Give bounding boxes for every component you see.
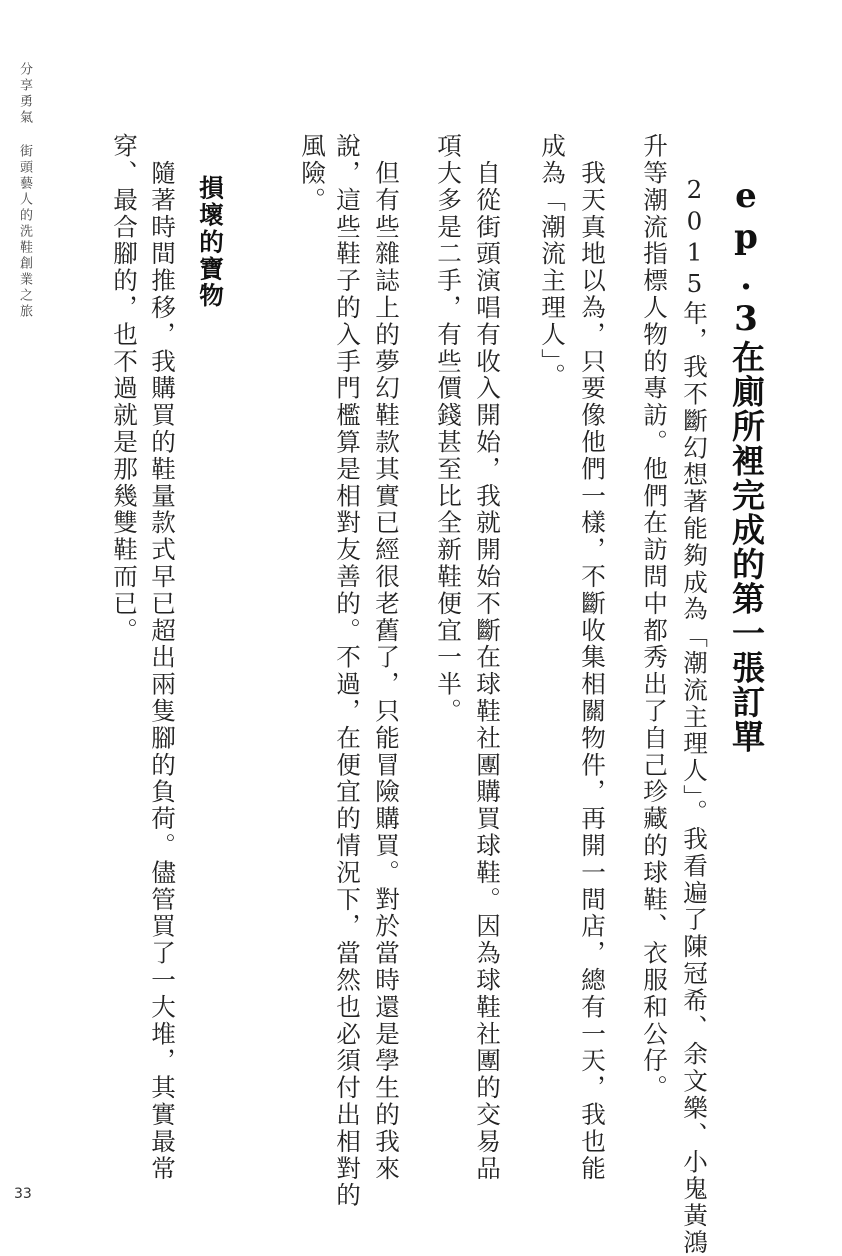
body-column-9: 風險。 bbox=[298, 133, 327, 214]
chapter-label: ep.3 bbox=[726, 176, 766, 340]
subheading: 損壞的寶物 bbox=[196, 175, 225, 310]
chapter-title bbox=[718, 176, 774, 754]
body-column-10: 隨著時間推移，我購買的鞋量款式早已超出兩隻腳的負荷。儘管買了一大堆，其實最常 bbox=[148, 133, 177, 1183]
running-head: 分享勇氣 街頭藝人的洗鞋創業之旅 bbox=[17, 62, 32, 320]
body-column-6: 項大多是二手，有些價錢甚至比全新鞋便宜一半。 bbox=[434, 133, 463, 725]
page-number: 33 bbox=[14, 1186, 32, 1202]
chapter-title-text: 在廁所裡完成的第一張訂單 bbox=[727, 340, 766, 754]
body-column-11: 穿、最合腳的，也不過就是那幾雙鞋而已。 bbox=[110, 133, 139, 645]
body-column-8: 說，這些鞋子的入手門檻算是相對友善的。不過，在便宜的情況下，當然也必須付出相對的 bbox=[333, 133, 362, 1209]
body-column-4: 成為「潮流主理人」。 bbox=[538, 133, 567, 390]
body-column-7: 但有些雜誌上的夢幻鞋款其實已經很老舊了，只能冒險購買。對於當時還是學生的我來 bbox=[372, 133, 401, 1183]
body-column-5: 自從街頭演唱有收入開始，我就開始不斷在球鞋社團購買球鞋。因為球鞋社團的交易品 bbox=[473, 133, 502, 1183]
body-column-2: 升等潮流指標人物的專訪。他們在訪問中都秀出了自己珍藏的球鞋、衣服和公仔。 bbox=[640, 133, 669, 1102]
body-column-1: 2015年，我不斷幻想著能夠成為「潮流主理人」。我看遍了陳冠希、余文樂、小鬼黃鴻 bbox=[680, 175, 709, 1256]
body-column-3: 我天真地以為，只要像他們一樣，不斷收集相關物件，再開一間店，總有一天，我也能 bbox=[578, 133, 607, 1183]
